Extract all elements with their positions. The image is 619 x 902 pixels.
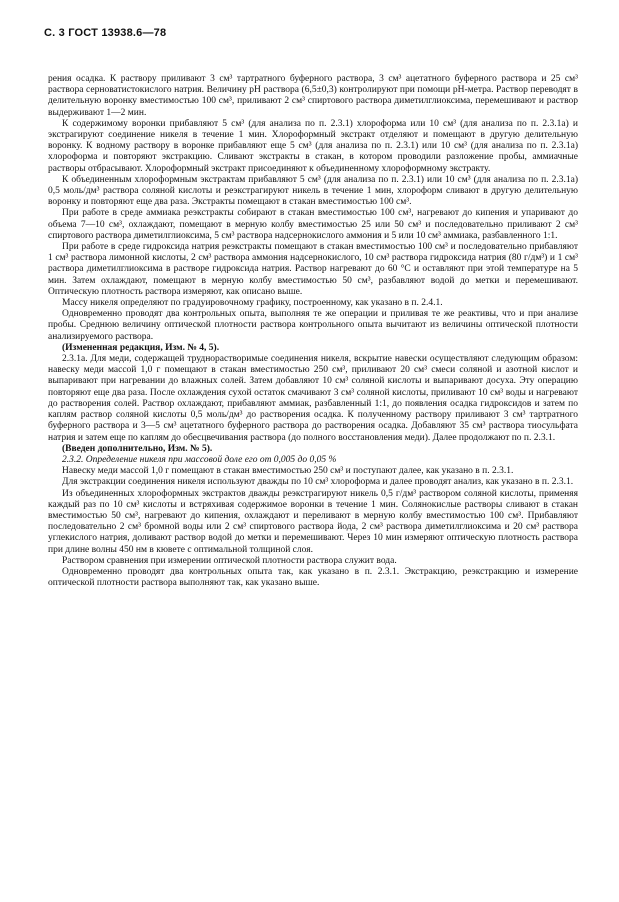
paragraph-continuation: рения осадка. К раствору приливают 3 см³ тартратного буферного раствора, 3 см³ ацетатного буферного раствора и 25 см³ раствора серноватистокислого натрия. Величину рН раствора (6,5±0,3) контролируют при помощи рН-метра. Раствор переводят в делительную воронку вместимостью 100 см³, приливают 2 см³ спиртового раствора диметилглиоксима, перемешивают и раствор выдерживают 1—2 мин.: [48, 74, 578, 118]
document-body: [48, 74, 578, 589]
paragraph-nickel-mass: Массу никеля определяют по градуировочному графику, построенному, как указано в п. 2.4.1.: [62, 298, 443, 309]
page-header: С. 3 ГОСТ 13938.6—78: [44, 27, 167, 39]
paragraph-final-control: Одновременно проводят два контрольных опыта так, как указано в п. 2.3.1. Экстракцию, реэкстракцию и измерение оптической плотности раствора выполняют так, как указано выше.: [48, 566, 578, 589]
paragraph-control-experiments: Одновременно проводят два контрольных опыта, выполняя те же операции и приливая те же реактивы, что и при анализе пробы. Среднюю величину оптической плотности раствора контрольного опыта вычитают из величины оптической плотности анализируемого раствора.: [48, 309, 578, 342]
paragraph-2-3-1a: 2.3.1а. Для меди, содержащей труднорастворимые соединения никеля, вскрытие навески осуществляют следующим образом: навеску меди массой 1,0 г помещают в стакан вместимостью 250 см³, приливают 20 см³ смеси соляной и азотной кислот и выпаривают при нагревании до влажных солей. Затем добавляют 10 см³ соляной кислоты и выпаривают досуха. Эту операцию повторяют еще два раза. После охлаждения сухой остаток смачивают 3 см³ соляной кислоты, приливают 10 см³ воды и нагревают до растворения солей. Раствор охлаждают, прибавляют аммиак, разбавленный 1:1, до появления осадка гидроксидов и затем по каплям раствор соляной кислоты 0,5 моль/дм³ до растворения осадка. К полученному раствору приливают 3 см³ тартратного буферного раствора и 3—5 см³ ацетатного буферного раствора до растворения осадка. Добавляют 35 см³ раствора тиосульфата натрия и затем еще по каплям до обесцвечивания раствора (до полного восстановления меди). Далее продолжают по п. 2.3.1.: [48, 354, 578, 443]
paragraph-reference-solution: Раствором сравнения при измерении оптической плотности раствора служит вода.: [62, 555, 397, 566]
paragraph-ammonia-medium: При работе в среде аммиака реэкстракты собирают в стакан вместимостью 100 см³, нагревают до кипения и упаривают до объема 7—10 см³, охлаждают, помещают в мерную колбу вместимостью 25 или 50 см³ и последовательно приливают 2 см³ спиртового раствора диметилглиоксима, 5 см³ раствора надсернокислого аммония и 5 или 10 см³ аммиака, разбавленного 1:1.: [48, 208, 578, 241]
paragraph-sodium-hydroxide-medium: При работе в среде гидроксида натрия реэкстракты помещают в стакан вместимостью 100 см³ и последовательно прибавляют 1 см³ раствора лимонной кислоты, 2 см³ раствора аммония надсернокислого, 10 см³ раствора гидроксида натрия (80 г/дм³) и 1 см³ раствора диметилглиоксима в растворе гидроксида натрия. Раствор нагревают до 60 °С и оставляют при этой температуре на 5 мин. Затем охлаждают, помещают в мерную колбу вместимостью 50 см³, разбавляют водой до метки и перемешивают. Оптическую плотность раствора измеряют, как описано выше.: [48, 242, 578, 297]
paragraph-extraction: К содержимому воронки прибавляют 5 см³ (для анализа по п. 2.3.1) хлороформа или 10 см³ (для анализа по п. 2.3.1а) и экстрагируют соединение никеля в течение 1 мин. Хлороформный экстракт отделяют и помещают в другую делительную воронку. К водному раствору в воронке прибавляют еще 5 см³ (для анализа по п. 2.3.1) или 10 см³ (для анализа по п. 2.3.1а) хлороформа и повторяют экстракцию. Сливают экстракты в стакан, в котором проводили разложение пробы, аммиачные растворы отбрасывают. Хлороформный экстракт присоединяют к объединенному хлороформному экстракту.: [48, 118, 578, 174]
paragraph-sample-weight: Навеску меди массой 1,0 г помещают в стакан вместимостью 250 см³ и поступают далее, как указано в п. 2.3.1.: [62, 466, 514, 477]
paragraph-combined-extracts: Из объединенных хлороформных экстрактов дважды реэкстрагируют никель 0,5 г/дм³ раствором соляной кислоты, применяя каждый раз по 10 см³ кислоты и встряхивая содержимое воронки в течение 1 мин. Солянокислые растворы сливают в стакан вместимостью 50 см³, нагревают до кипения, охлаждают и переливают в мерную колбу вместимостью 100 см³. Прибавляют последовательно 2 см³ бромной воды или 2 см³ спиртового раствора йода, 2 см³ раствора диметилглиоксима и 20 см³ раствора углекислого натрия, доливают раствор водой до метки и перемешивают. Через 10 мин измеряют оптическую плотность раствора при длине волны 450 нм в кювете с оптимальной толщиной слоя.: [48, 488, 578, 555]
amendment-note-5: (Введен дополнительно, Изм. № 5).: [62, 443, 213, 454]
paragraph-reextraction: К объединенным хлороформным экстрактам прибавляют 5 см³ (для анализа по п. 2.3.1) или 10 см³ (для анализа по п. 2.3.1а) 0,5 моль/дм³ раствора соляной кислоты и реэкстрагируют никель в течение 1 мин, хлороформ сливают в другую делительную воронку и повторяют еще два раза. Экстракты помещают в стакан вместимостью 100 см³.: [48, 174, 578, 208]
amendment-note-4-5: (Измененная редакция, Изм. № 4, 5).: [62, 342, 220, 353]
paragraph-chloroform-extraction: Для экстракции соединения никеля используют дважды по 10 см³ хлороформа и далее проводят анализ, как указано в п. 2.3.1.: [62, 477, 574, 488]
section-heading-2-3-2: 2.3.2. Определение никеля при массовой доле его от 0,005 до 0,05 %: [62, 454, 337, 465]
